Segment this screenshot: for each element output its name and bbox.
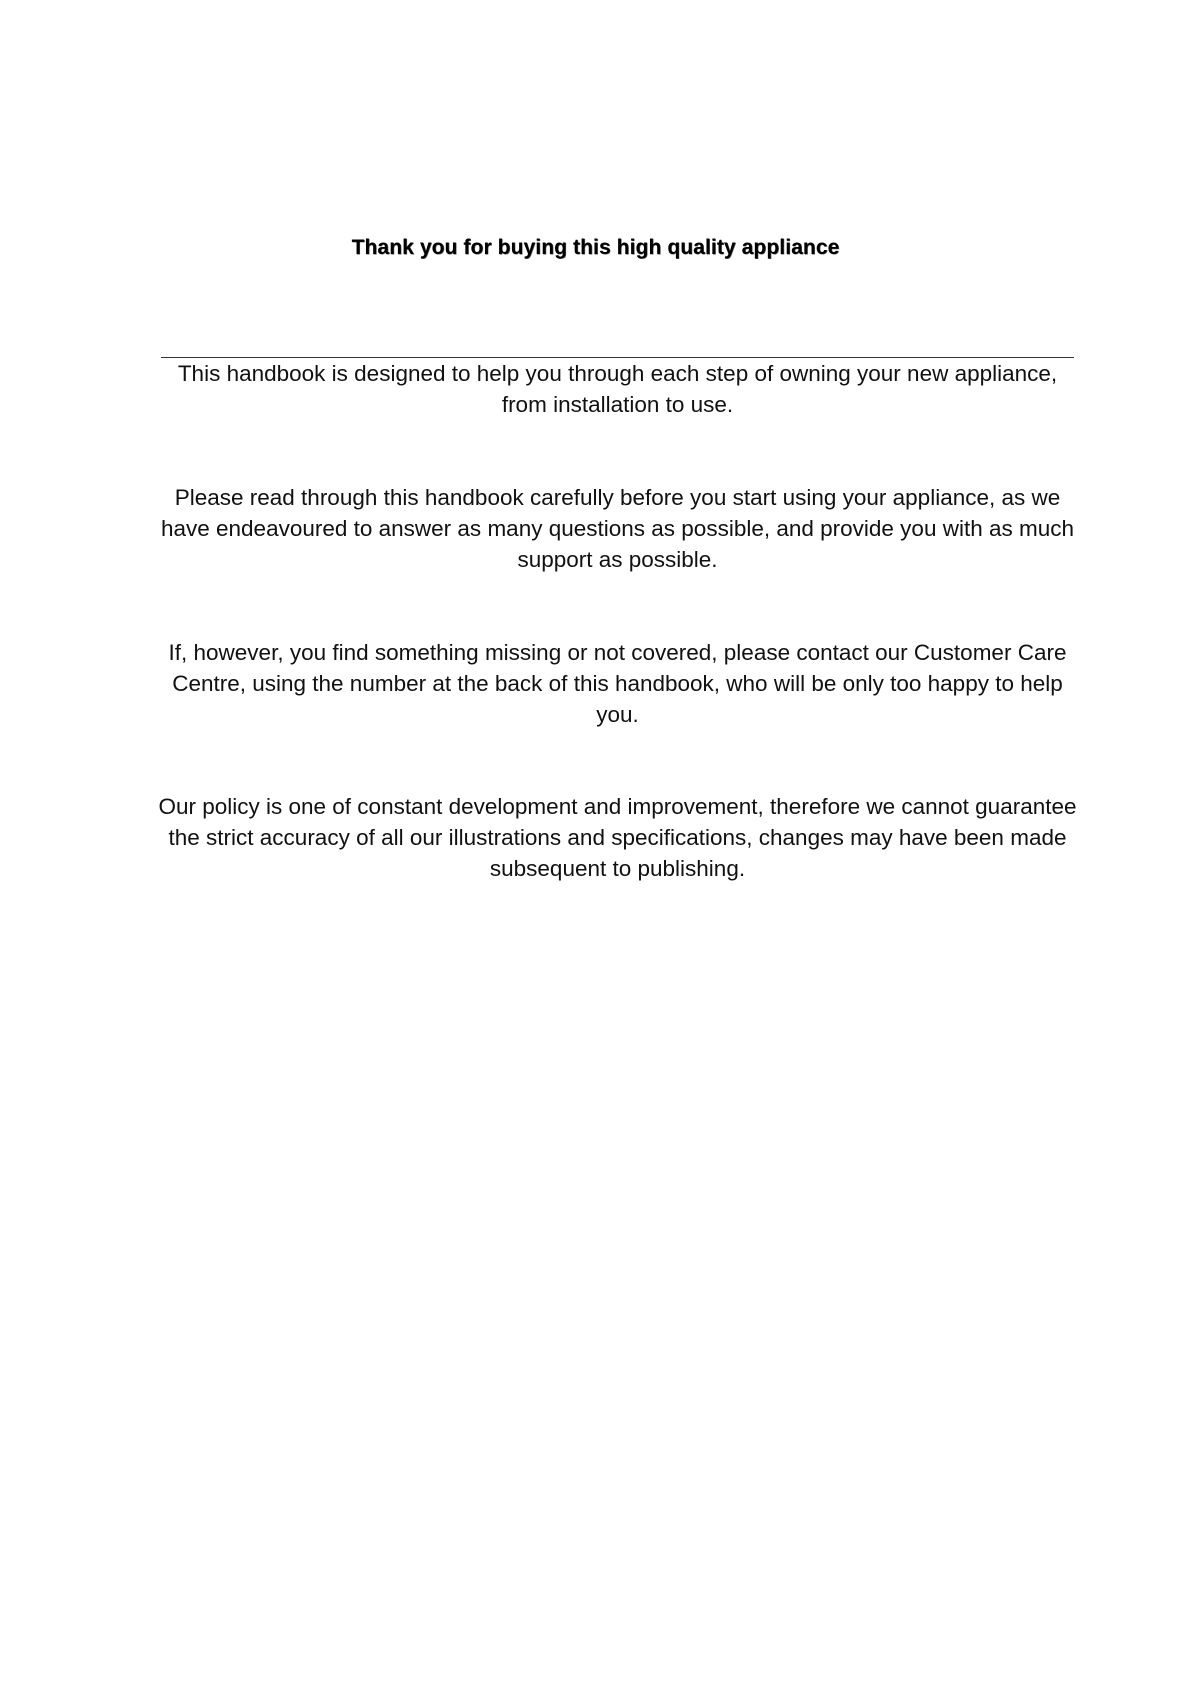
customer-care-paragraph: If, however, you find something missing or not covered, please contact our Customer Care Centre, using the number at the back of this handbook, who will be only too happy to help you. bbox=[168, 640, 1067, 727]
read-carefully-paragraph: Please read through this handbook carefully before you start using your appliance, as we have endeavoured to answer as many questions as possible, and provide you with as much support as possible. bbox=[160, 485, 1075, 572]
policy-paragraph: Our policy is one of constant development and improvement, therefore we cannot guarantee the strict accuracy of all our illustrations and specifications, changes may have been made subsequent to publishing. bbox=[158, 794, 1077, 881]
page-title: Thank you for buying this high quality appliance bbox=[351, 236, 840, 259]
intro-paragraph: This handbook is designed to help you through each step of owning your new appliance, from installation to use. bbox=[177, 361, 1058, 417]
